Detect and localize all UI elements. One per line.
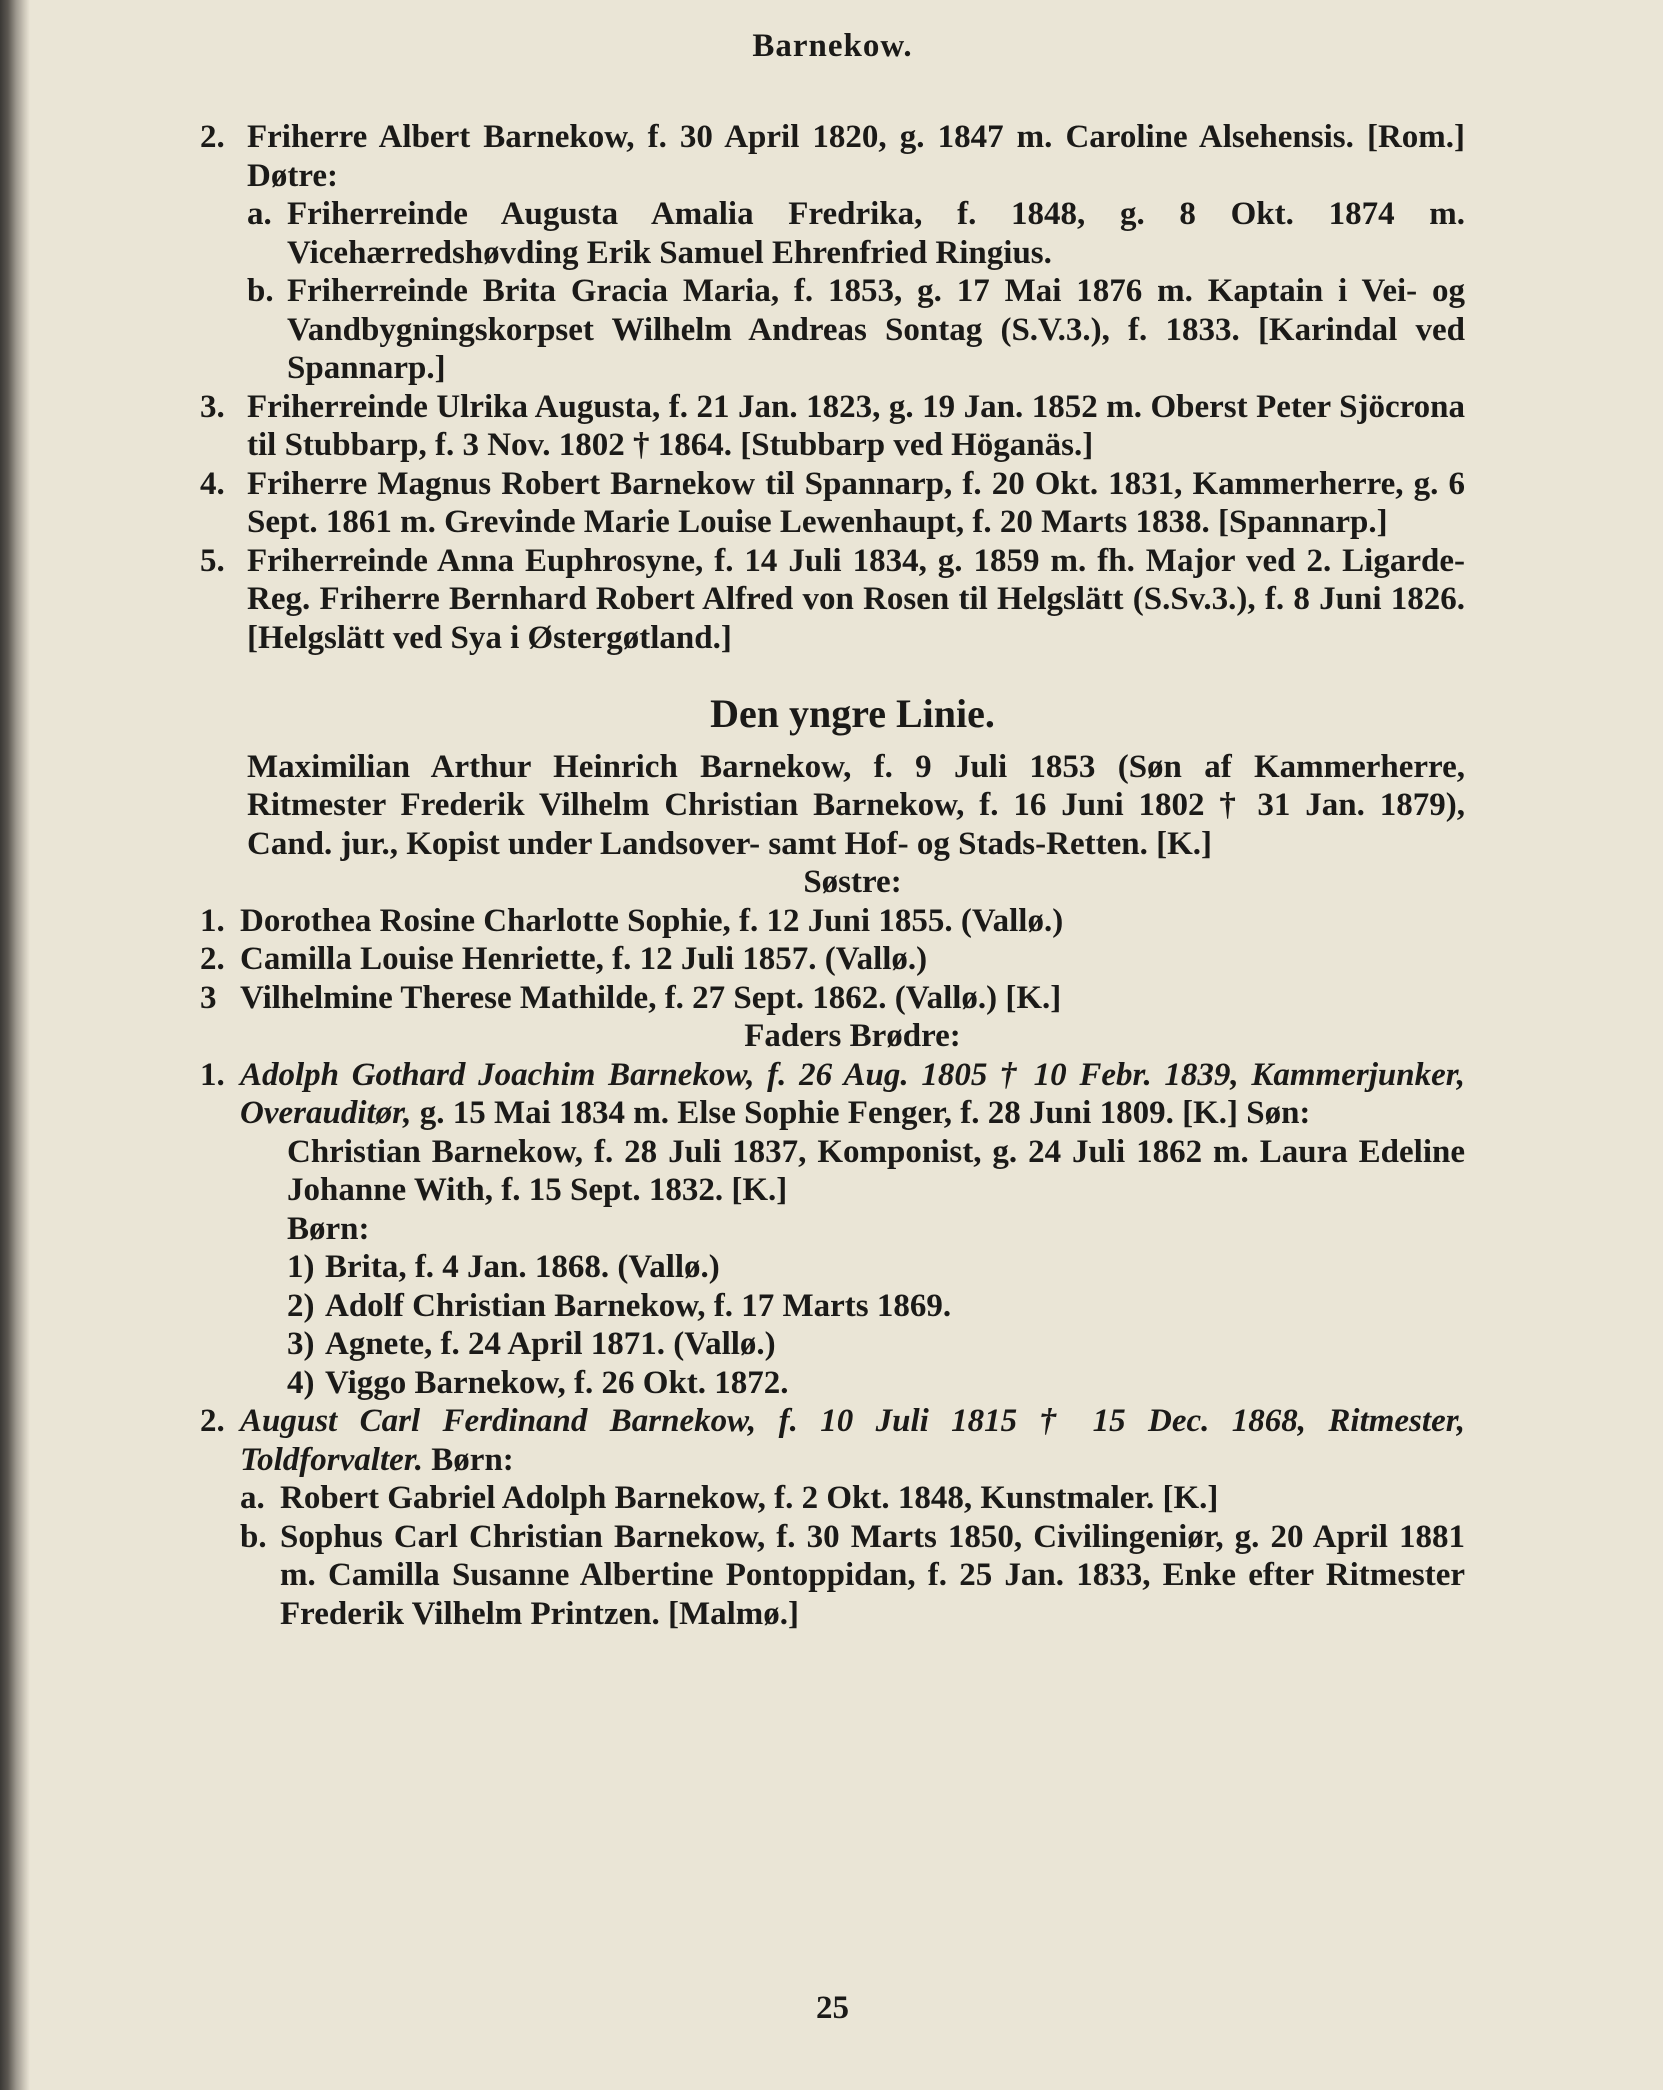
entry-text: Viggo Barnekow, f. 26 Okt. 1872.: [325, 1364, 789, 1401]
entry-text: Sophus Carl Christian Barnekow, f. 30 Marts 1850, Civilingeniør, g. 20 April 1881 m. Camilla Susanne Albertine Pontoppidan, f. 25 Jan. 1833, Enke efter Ritmester Frederik Vilhelm Printzen. [Malmø.]: [280, 1518, 1465, 1632]
entry-number: 3): [287, 1326, 315, 1362]
entry-text: Friherreinde Ulrika Augusta, f. 21 Jan. 1823, g. 19 Jan. 1852 m. Oberst Peter Sjöcrona til Stubbarp, f. 3 Nov. 1802 † 1864. [Stubbarp ved Höganäs.]: [247, 388, 1465, 463]
grandchild-4: [200, 1364, 1465, 1403]
entry-text: Agnete, f. 24 April 1871. (Vallø.): [325, 1326, 776, 1362]
entry-number: 4): [287, 1364, 315, 1401]
page-body: [200, 118, 1465, 1633]
entry-text: Friherreinde Augusta Amalia Fredrika, f. 1848, g. 8 Okt. 1874 m. Vicehærredshøvding Erik Samuel Ehrenfried Ringius.: [287, 196, 1465, 271]
entry-text: Børn:: [423, 1441, 514, 1478]
intro-paragraph: Maximilian Arthur Heinrich Barnekow, f. 9 Juli 1853 (Søn af Kammerherre, Ritmester Frederik Vilhelm Christian Barnekow, f. 16 Juni 1802 † 31 Jan. 1879), Cand. jur., Kopist under Landsover- samt Hof- og Stads-Retten. [K.]: [247, 748, 1465, 862]
book-binding-edge: [0, 0, 30, 2090]
entry-4-magnus: [200, 465, 1465, 542]
entry-number: 2.: [200, 941, 225, 977]
uncles-label: Faders Brødre:: [744, 1018, 961, 1054]
sister-3: [200, 979, 1465, 1018]
grandchild-3: [200, 1325, 1465, 1364]
sister-2: [200, 940, 1465, 979]
uncle-name-italic: Adolph Gothard Joachim Barnekow, f. 26 Aug. 1805 † 10 Febr. 1839, Kammerjunker, Overauditør,: [240, 1056, 1465, 1131]
entry-2-albert: [200, 118, 1465, 195]
entry-number: 1.: [200, 902, 225, 939]
page-number: 25: [816, 1990, 849, 2026]
child-a-robert: [200, 1479, 1465, 1518]
entry-number: 4.: [200, 465, 225, 502]
entry-text: Vilhelmine Therese Mathilde, f. 27 Sept. 1862. (Vallø.) [K.]: [240, 979, 1062, 1016]
entry-number: b.: [240, 1518, 267, 1555]
entry-number: 2.: [200, 119, 225, 155]
grandchild-1: [200, 1248, 1465, 1287]
entry-b-brita: [200, 272, 1465, 388]
grandchild-2: [200, 1287, 1465, 1326]
entry-text: Dorothea Rosine Charlotte Sophie, f. 12 Juni 1855. (Vallø.): [240, 902, 1064, 939]
entry-number: 1): [287, 1249, 315, 1285]
entry-text: g. 15 Mai 1834 m. Else Sophie Fenger, f. 28 Juni 1809. [K.] Søn:: [411, 1095, 1311, 1131]
entry-number: 5.: [200, 542, 225, 579]
running-head: Barnekow.: [752, 28, 913, 64]
entry-text: Friherreinde Anna Euphrosyne, f. 14 Juli 1834, g. 1859 m. fh. Major ved 2. Ligarde-Reg. Friherre Bernhard Robert Alfred von Rosen til Helgslätt (S.Sv.3.), f. 8 Juni 1826. [Helgslätt ved Sya i Østergøtland.]: [247, 542, 1465, 656]
book-page: [200, 0, 1465, 2090]
entry-number: 2.: [200, 1403, 225, 1439]
children-label: Børn:: [287, 1210, 370, 1247]
entry-number: b.: [247, 273, 274, 309]
section-heading: Den yngre Linie.: [710, 691, 995, 736]
entry-text: Robert Gabriel Adolph Barnekow, f. 2 Okt. 1848, Kunstmaler. [K.]: [280, 1480, 1219, 1516]
entry-number: a.: [247, 196, 272, 232]
sisters-label: Søstre:: [803, 864, 902, 900]
entry-number: a.: [240, 1480, 265, 1516]
entry-a-augusta: [200, 195, 1465, 272]
uncle-name-italic: August Carl Ferdinand Barnekow, f. 10 Juli 1815 † 15 Dec. 1868, Ritmester, Toldforvalter.: [240, 1403, 1465, 1478]
entry-number: 1.: [200, 1056, 225, 1093]
uncle-1-adolph: [200, 1056, 1465, 1133]
entry-number: 2): [287, 1287, 315, 1324]
entry-text: Friherre Magnus Robert Barnekow til Spannarp, f. 20 Okt. 1831, Kammerherre, g. 6 Sept. 1861 m. Grevinde Marie Louise Lewenhaupt, f. 20 Marts 1838. [Spannarp.]: [247, 465, 1465, 540]
child-b-sophus: [200, 1518, 1465, 1634]
son-christian: Christian Barnekow, f. 28 Juli 1837, Komponist, g. 24 Juli 1862 m. Laura Edeline Johanne With, f. 15 Sept. 1832. [K.]: [287, 1133, 1465, 1208]
entry-text: Friherre Albert Barnekow, f. 30 April 1820, g. 1847 m. Caroline Alsehensis. [Rom.] Døtre:: [247, 119, 1465, 194]
entry-text: Camilla Louise Henriette, f. 12 Juli 1857. (Vallø.): [240, 941, 928, 977]
uncle-2-august: [200, 1402, 1465, 1479]
sister-1: [200, 902, 1465, 941]
entry-text: Brita, f. 4 Jan. 1868. (Vallø.): [325, 1249, 720, 1285]
entry-text: Friherreinde Brita Gracia Maria, f. 1853, g. 17 Mai 1876 m. Kaptain i Vei- og Vandbygningskorpset Wilhelm Andreas Sontag (S.V.3.), f. 1833. [Karindal ved Spannarp.]: [287, 273, 1465, 386]
entry-number: 3.: [200, 388, 225, 425]
entry-3-ulrika: [200, 388, 1465, 465]
entry-text: Adolf Christian Barnekow, f. 17 Marts 1869.: [325, 1287, 952, 1324]
entry-number: 3: [200, 979, 217, 1016]
entry-5-anna: [200, 542, 1465, 658]
